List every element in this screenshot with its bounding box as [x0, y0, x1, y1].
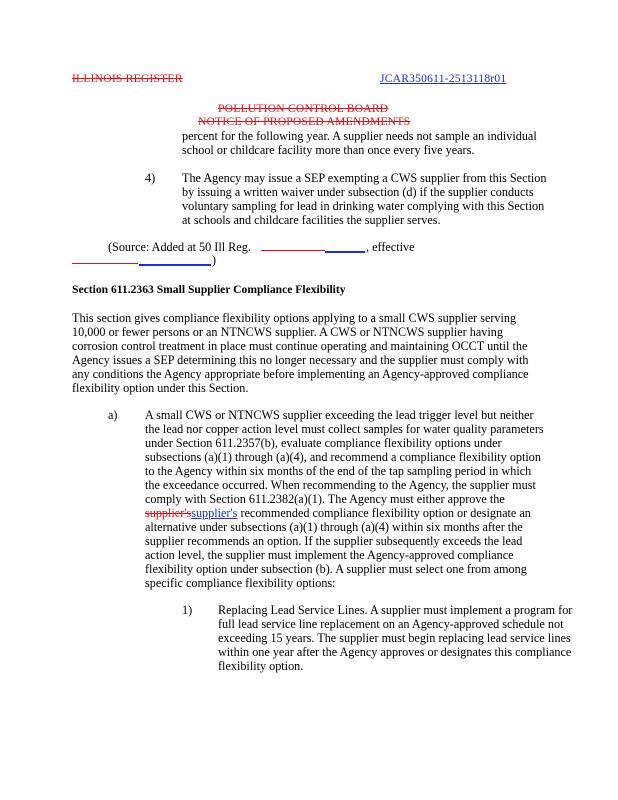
header-jcar-code: JCAR350611-2513118r01: [380, 72, 507, 85]
text-line: flexibility option.: [218, 659, 304, 673]
text-line: corrosion control treatment in place must continue operating and maintaining OCCT until the: [72, 339, 528, 353]
text-line: school or childcare facility more than once every five years.: [182, 143, 475, 157]
text-line: voluntary sampling for lead in drinking water complying with this Section: [182, 199, 545, 213]
text-line: under Section 611.2357(b), evaluate compliance flexibility options under: [145, 436, 502, 450]
text-line: the lead nor copper action level must collect samples for water quality parameters: [145, 422, 544, 436]
header-board: POLLUTION CONTROL BOARD: [218, 102, 389, 115]
inserted-word: supplier's: [191, 506, 238, 520]
source-effective: , effective: [366, 240, 415, 254]
deleted-word: supplier's: [145, 506, 192, 520]
text-line: subsections (a)(1) through (a)(4), and recommend a compliance flexibility option: [145, 450, 541, 464]
text-line: Agency issues a SEP determining this no longer necessary and the supplier must comply with: [72, 353, 529, 367]
source-note: (Source: Added at 50 Ill Reg.: [108, 240, 251, 254]
text-line: supplier recommends an option. If the supplier subsequently exceeds the lead: [145, 534, 523, 548]
text-line: at schools and childcare facilities the supplier serves.: [182, 213, 441, 227]
text-fragment: recommended compliance flexibility option or designate an: [237, 506, 531, 520]
text-line: The Agency may issue a SEP exempting a CWS supplier from this Section: [182, 171, 547, 185]
continued-paragraph: [182, 129, 537, 157]
text-line: percent for the following year. A supplier needs not sample an individual: [182, 129, 537, 143]
text-line: any conditions the Agency appropriate before implementing an Agency-approved compliance: [72, 367, 529, 381]
item-a-number: a): [108, 408, 118, 422]
header-register-title: ILLINOIS REGISTER: [72, 72, 183, 85]
source-close-paren: ): [212, 253, 217, 267]
effective-inserted-blank: [139, 264, 211, 266]
text-line: exceeding 15 years. The supplier must begin replacing lead service lines: [218, 631, 571, 645]
text-line: specific compliance flexibility options:: [145, 576, 336, 590]
source-inserted-blank: [325, 251, 365, 253]
text-line: A small CWS or NTNCWS supplier exceeding the lead trigger level but neither: [145, 408, 534, 422]
text-line: Replacing Lead Service Lines. A supplier must implement a program for: [218, 603, 573, 617]
item-4-text: [182, 171, 546, 227]
effective-deleted-blank: [72, 263, 138, 264]
text-line: by issuing a written waiver under subsection (d) if the supplier conducts: [182, 185, 534, 199]
item-1-text: [218, 603, 572, 673]
section-heading: Section 611.2363 Small Supplier Compliance Flexibility: [72, 283, 346, 296]
text-line: within one year after the Agency approves or designates this compliance: [218, 645, 572, 659]
text-line: to the Agency within six months of the end of the tap sampling period in which: [145, 464, 532, 478]
item-1-number: 1): [182, 603, 193, 617]
text-line: flexibility option under subsection (b). A supplier must select one from among: [145, 562, 527, 576]
text-line: full lead service line replacement on an Agency-approved schedule not: [218, 617, 564, 631]
text-line: the exceedance occurred. When recommending to the Agency, the supplier must: [145, 478, 536, 492]
text-line: action level, the supplier must implement the Agency-approved compliance: [145, 548, 514, 562]
text-line: 10,000 or fewer persons or an NTNCWS supplier. A CWS or NTNCWS supplier having: [72, 325, 503, 339]
item-a-text: [145, 408, 544, 590]
text-line: This section gives compliance flexibility options applying to a small CWS supplier serving: [72, 311, 517, 325]
section-intro: [72, 311, 529, 395]
text-line: [145, 506, 544, 520]
text-line: flexibility option under this Section.: [72, 381, 249, 395]
source-deleted-blank: [261, 250, 325, 251]
text-line: alternative under subsections (a)(1) through (a)(4) within six months after the: [145, 520, 523, 534]
item-4-number: 4): [145, 171, 156, 185]
header-notice: NOTICE OF PROPOSED AMENDMENTS: [198, 115, 411, 128]
text-line: comply with Section 611.2382(a)(1). The Agency must either approve the: [145, 492, 505, 506]
